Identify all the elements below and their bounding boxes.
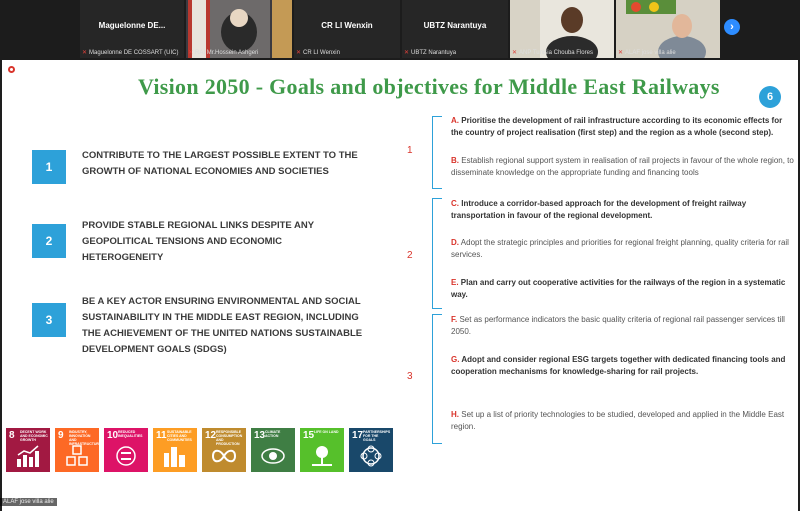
sdg-15-tile: 15 LIFE ON LAND — [300, 428, 344, 472]
sdg-17-tile: 17 PARTNERSHIPS FOR THE GOALS — [349, 428, 393, 472]
cubes-icon — [65, 445, 89, 467]
sdg-8-tile: 8 DECENT WORK AND ECONOMIC GROWTH — [6, 428, 50, 472]
objective-item: F. Set as performance indicators the basic quality criteria of regional rail passenger services till 2050. — [451, 315, 785, 336]
infinity-icon — [212, 445, 236, 467]
chevron-right-icon: › — [730, 21, 734, 33]
objective-item: G. Adopt and consider regional ESG targets together with dedicated financing tools and cooperation mechanisms for knowledge-sharing for rail projects. — [451, 355, 786, 376]
objective-item: C. Introduce a corridor-based approach for the development of freight railway transportation in favour of the regional development. — [451, 199, 747, 220]
objective-item: A. Prioritise the development of rail infrastructure according to its economic effects for the country of project realisation (first step) and the region as a whole (second step). — [451, 116, 783, 137]
group-number: 3 — [407, 371, 413, 382]
objective-item: B. Establish regional support system in realisation of rail projects in favour of the whole region, to disseminate knowledge on the appropriate funding and financing tools — [451, 156, 794, 177]
equal-icon — [114, 445, 138, 467]
participant-name: CR LI Wenxin — [321, 21, 373, 30]
participant-name: UBTZ Narantuya — [423, 21, 487, 30]
goal-number: 1 — [32, 150, 66, 184]
goal-number: 2 — [32, 224, 66, 258]
participant-caption: ✕ ANP Tunisia Chouba Flores — [512, 50, 593, 56]
goal-text: CONTRIBUTE TO THE LARGEST POSSIBLE EXTENT TO THE GROWTH OF NATIONAL ECONOMIES AND SOCIETIES — [82, 150, 358, 177]
objective-item: D. Adopt the strategic principles and priorities for regional freight planning, quality criteria for rail services. — [451, 238, 789, 259]
objective-item: H. Set up a list of priority technologies to be studied, developed and applied in the Middle East region. — [451, 410, 785, 431]
group-bracket — [432, 314, 442, 444]
shared-slide — [2, 60, 798, 511]
muted-mic-icon: ✕ — [188, 50, 194, 56]
sdg-10-tile: 10 REDUCED INEQUALITIES — [104, 428, 148, 472]
goal-text: PROVIDE STABLE REGIONAL LINKS DESPITE ANY GEOPOLITICAL TENSIONS AND ECONOMIC HETEROGENEITY — [82, 220, 314, 263]
participant-tile[interactable] — [510, 0, 614, 58]
participant-caption: ✕ Maguelonne DE COSSART (UIC) — [82, 50, 179, 56]
participant-strip — [0, 0, 800, 60]
sdg-9-tile: 9 INDUSTRY, INNOVATION AND INFRASTRUCTURE — [55, 428, 99, 472]
tree-icon — [310, 445, 334, 467]
participant-caption: ✕ ALAF jose villa alie — [618, 50, 676, 56]
group-number: 2 — [407, 250, 413, 261]
sdg-13-tile: 13 CLIMATE ACTION — [251, 428, 295, 472]
group-number: 1 — [407, 145, 413, 156]
participant-tile[interactable] — [402, 0, 508, 58]
slide-title: Vision 2050 - Goals and objectives for Middle East Railways — [138, 74, 720, 99]
muted-mic-icon: ✕ — [296, 50, 302, 56]
muted-mic-icon: ✕ — [618, 50, 624, 56]
eye-globe-icon — [261, 445, 285, 467]
participant-tile[interactable] — [80, 0, 184, 58]
group-bracket — [432, 116, 442, 189]
muted-mic-icon: ✕ — [512, 50, 518, 56]
participant-caption: ✕ UBTZ Narantuya — [404, 50, 457, 56]
objective-item: E. Plan and carry out cooperative activities for the railways of the region in a systematic way. — [451, 278, 786, 299]
recording-indicator-icon — [8, 66, 15, 73]
participant-caption: ✕ RAI Mr.Hossein Ashgeri — [188, 50, 259, 56]
city-icon — [163, 445, 187, 467]
active-speaker-label: ALAF jose villa alie — [0, 498, 57, 506]
sdg-11-tile: 11 SUSTAINABLE CITIES AND COMMUNITIES — [153, 428, 197, 472]
goal-number: 3 — [32, 303, 66, 337]
muted-mic-icon: ✕ — [404, 50, 410, 56]
muted-mic-icon: ✕ — [82, 50, 88, 56]
participant-tile[interactable] — [186, 0, 292, 58]
flower-ring-icon — [359, 445, 383, 467]
participant-tile[interactable] — [616, 0, 720, 58]
participant-caption: ✕ CR LI Wenxin — [296, 50, 340, 56]
goal-text: BE A KEY ACTOR ENSURING ENVIRONMENTAL AND SOCIAL SUSTAINABILITY IN THE MIDDLE EAST REGION, INCLUDING THE ACHIEVEMENT OF THE UNITED NATIONS SUSTAINABLE DEVELOPMENT GOALS (SDGS) — [82, 296, 363, 355]
participant-tile[interactable] — [294, 0, 400, 58]
growth-chart-icon — [16, 445, 40, 467]
participant-name: Maguelonne DE... — [98, 21, 166, 30]
group-bracket — [432, 198, 442, 309]
next-page-button[interactable] — [724, 19, 740, 35]
sdg-12-tile: 12 RESPONSIBLE CONSUMPTION AND PRODUCTION — [202, 428, 246, 472]
page-number-badge: 6 — [759, 86, 781, 108]
